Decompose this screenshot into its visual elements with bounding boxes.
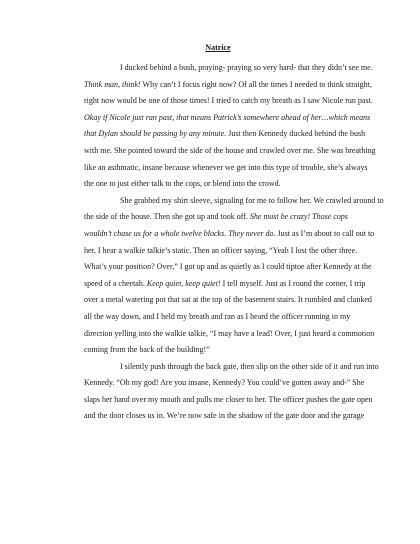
paragraph-1 <box>84 60 376 193</box>
text-line <box>84 176 352 193</box>
text-run: slaps her hand over my mouth and pulls me closer to her. The officer pushes the gate open <box>84 394 373 404</box>
text-run: I ducked behind a bush, praying- praying so very hard- that they didn’t see me. <box>120 63 373 72</box>
text-run: I tell myself. Just as I round the corner, I trip <box>220 278 366 288</box>
italic-text: Think man, think! <box>84 79 141 89</box>
text-run: her, I hear a walkie talkie’s static. Then an officer saying, “Yeah I lost the other three. <box>84 245 358 255</box>
text-line <box>84 193 384 210</box>
page-title: Natrice <box>205 43 231 52</box>
text-run: What’s your position? Over,” I got up and as quietly as I could tiptoe after Kennedy at the <box>84 262 372 272</box>
text-run: with me. She pointed toward the side of the house and crawled over me. She was breathing <box>84 145 376 155</box>
text-line <box>84 160 368 177</box>
text-run: like an asthmatic, insane because whenever we get into this type of trouble, she’s always <box>84 162 368 172</box>
text-line <box>84 392 373 409</box>
italic-text: Keep quiet, keep quiet! <box>146 278 221 288</box>
text-line <box>84 110 371 127</box>
text-run: Kennedy. “Oh my god! Are you insane, Kennedy? You could’ve gotten away and-” She <box>84 378 365 388</box>
text-line <box>84 60 373 77</box>
text-run: Just as I’m about to call out to <box>275 228 375 238</box>
italic-text: She must be crazy! Those cops <box>249 212 348 222</box>
text-line <box>84 226 375 243</box>
text-run: I silently push through the back gate, then slip on the other side of it and run into <box>120 361 379 371</box>
text-run: over a metal watering pot that sat at the top of the basement stairs. It rumbled and clanked <box>84 295 372 305</box>
text-line <box>84 209 352 226</box>
text-line <box>84 77 372 94</box>
text-run: Why can’t I focus right now? Of all the times I needed to think straight, <box>140 79 372 89</box>
text-run: direction yelling into the walkie talkie, “I may have a lead! Over, I just heard a commotion <box>84 328 375 338</box>
text-run: speed of a cheetah. <box>84 278 147 288</box>
italic-text: wouldn’t chase us for a whole twelve blocks. They never do. <box>84 228 276 238</box>
text-run: She grabbed my shirt sleeve, signaling for me to follow her. We crawled around to <box>120 195 384 205</box>
text-line <box>84 309 352 326</box>
text-line <box>84 143 376 160</box>
text-line <box>84 243 358 260</box>
text-run: right now would be one of those times! I tried to catch my breath as I saw Nicole run past. <box>84 96 373 106</box>
text-run: all the way down, and I held my breath and ran as I heard the officer running in my <box>84 311 351 321</box>
text-run: Just then Kennedy ducked behind the bush <box>226 129 366 139</box>
paragraph-2 <box>84 193 384 359</box>
text-run: coming from the back of the building!” <box>84 345 210 355</box>
paragraph-3 <box>84 359 379 425</box>
text-line <box>84 408 365 425</box>
text-line <box>84 375 365 392</box>
text-run: the one to just either talk to the cops, or blend into the crowd. <box>84 179 281 189</box>
italic-text: that Dylan should be passing by any minute. <box>84 129 227 139</box>
text-run: and the door closes us in. We’re now safe in the shadow of the gate door and the garage <box>84 411 365 421</box>
text-line <box>84 342 352 359</box>
text-line <box>84 292 372 309</box>
text-line <box>84 126 366 143</box>
text-line <box>84 359 379 376</box>
italic-text: Okay if Nicole just ran past, that means Patrick’s somewhere ahead of her…which means <box>84 112 371 122</box>
text-line <box>84 276 366 293</box>
text-line <box>84 259 372 276</box>
text-run: the side of the house. Then she got up and took off. <box>84 212 250 222</box>
text-line <box>84 93 373 110</box>
text-line <box>84 326 375 343</box>
